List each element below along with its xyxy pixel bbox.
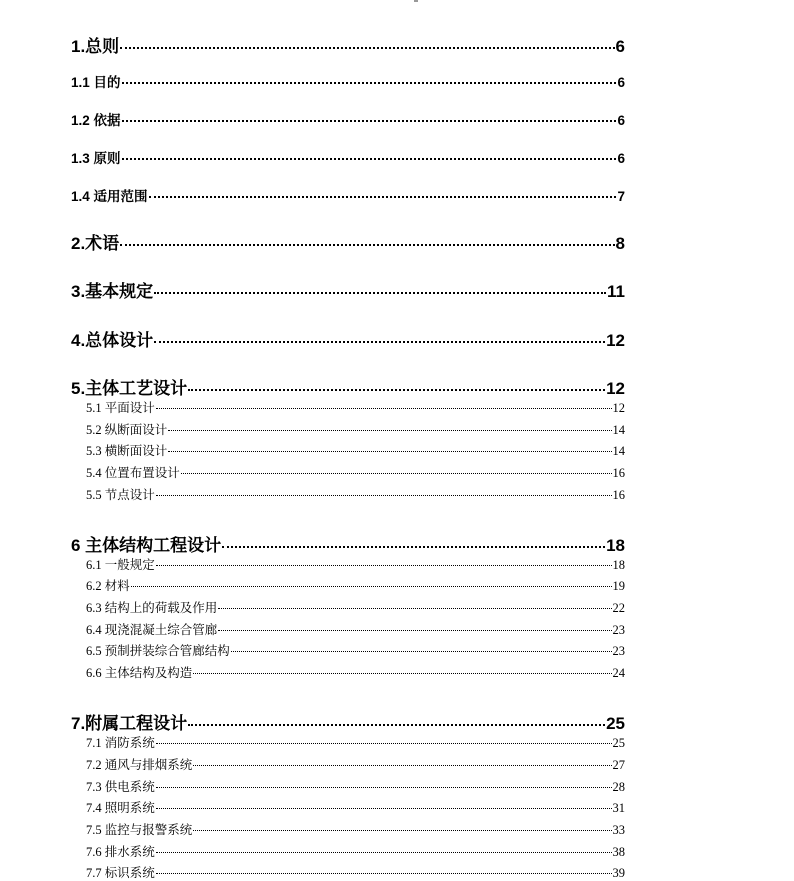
toc-entry-page-number: 18 <box>612 558 625 572</box>
toc-entry-page-number: 23 <box>612 623 625 637</box>
toc-entry-page-number: 33 <box>612 823 625 837</box>
toc-entry[interactable] <box>0 374 794 399</box>
dot-leader <box>122 158 617 160</box>
dot-leader <box>193 673 611 674</box>
dot-leader <box>156 495 612 496</box>
toc-entry-title: 7.1 消防系统 <box>86 736 155 750</box>
dot-leader <box>181 473 612 474</box>
toc-entry-title: 6.2 材料 <box>86 579 130 593</box>
toc-entry-title: 6.3 结构上的荷载及作用 <box>86 601 218 615</box>
toc-entry-page-number: 11 <box>607 282 625 301</box>
toc-entry[interactable] <box>0 277 794 302</box>
toc-entry-title: 6.6 主体结构及构造 <box>86 666 193 680</box>
toc-entry[interactable] <box>0 463 794 481</box>
toc-entry-page-number: 22 <box>612 601 625 615</box>
toc-entry-title: 1.2 依据 <box>71 113 121 128</box>
toc-entry[interactable] <box>0 598 794 616</box>
toc-entry-page-number: 14 <box>612 444 625 458</box>
toc-entry-page-number: 8 <box>615 234 625 253</box>
toc-entry-title: 7.5 监控与报警系统 <box>86 823 193 837</box>
dot-leader <box>156 565 612 566</box>
toc-entry[interactable] <box>0 71 794 91</box>
dot-leader <box>156 408 612 409</box>
toc-entry-page-number: 7 <box>617 189 625 204</box>
toc-entry[interactable] <box>0 842 794 860</box>
toc-entry-title: 5.5 节点设计 <box>86 488 155 502</box>
dot-leader <box>122 120 617 122</box>
toc-entry[interactable] <box>0 147 794 167</box>
toc-entry-page-number: 6 <box>617 113 625 128</box>
toc-entry-page-number: 12 <box>612 401 625 415</box>
toc-entry-title: 1.总则 <box>71 37 120 56</box>
dot-leader <box>156 852 612 853</box>
toc-entry[interactable] <box>0 709 794 734</box>
toc-entry-title: 1.4 适用范围 <box>71 189 148 204</box>
toc-entry-title: 5.主体工艺设计 <box>71 379 188 398</box>
toc-entry[interactable] <box>0 485 794 503</box>
toc-entry-title: 7.3 供电系统 <box>86 780 155 794</box>
toc-entry[interactable] <box>0 420 794 438</box>
toc-entry-page-number: 27 <box>612 758 625 772</box>
toc-entry[interactable] <box>0 398 794 416</box>
toc-entry[interactable] <box>0 576 794 594</box>
dot-leader <box>188 724 605 726</box>
dot-leader <box>149 196 617 198</box>
toc-entry-page-number: 18 <box>606 536 625 555</box>
toc-entry-title: 6.1 一般规定 <box>86 558 155 572</box>
dot-leader <box>156 873 612 874</box>
toc-entry-title: 6.4 现浇混凝土综合管廊 <box>86 623 218 637</box>
toc-entry[interactable] <box>0 441 794 459</box>
dot-leader <box>168 430 611 431</box>
toc-entry-page-number: 6 <box>617 151 625 166</box>
toc-entry[interactable] <box>0 326 794 351</box>
toc-entry[interactable] <box>0 641 794 659</box>
dot-leader <box>222 546 605 548</box>
toc-entry-title: 3.基本规定 <box>71 282 154 301</box>
toc-entry-page-number: 23 <box>612 644 625 658</box>
toc-entry-title: 4.总体设计 <box>71 331 154 350</box>
dot-leader <box>193 830 611 831</box>
toc-entry-title: 5.1 平面设计 <box>86 401 155 415</box>
toc-entry-title: 2.术语 <box>71 234 120 253</box>
toc-entry[interactable] <box>0 620 794 638</box>
dot-leader <box>122 82 617 84</box>
toc-entry[interactable] <box>0 777 794 795</box>
toc-entry-page-number: 31 <box>612 801 625 815</box>
toc-entry-title: 1.3 原则 <box>71 151 121 166</box>
dot-leader <box>131 586 612 587</box>
toc-entry[interactable] <box>0 755 794 773</box>
toc-entry-title: 7.2 通风与排烟系统 <box>86 758 193 772</box>
toc-entry-page-number: 16 <box>612 466 625 480</box>
toc-entry[interactable] <box>0 798 794 816</box>
toc-entry-page-number: 19 <box>612 579 625 593</box>
toc-entry-page-number: 25 <box>612 736 625 750</box>
dot-leader <box>154 341 605 343</box>
toc-entry[interactable] <box>0 863 794 881</box>
toc-entry-page-number: 12 <box>606 331 625 350</box>
toc-entry-title: 7.4 照明系统 <box>86 801 155 815</box>
dot-leader <box>120 244 614 246</box>
dot-leader <box>168 451 611 452</box>
toc-entry-page-number: 39 <box>612 866 625 880</box>
dot-leader <box>156 808 612 809</box>
toc-entry-title: 1.1 目的 <box>71 75 121 90</box>
dot-leader <box>218 608 611 609</box>
toc-entry-title: 7.附属工程设计 <box>71 714 188 733</box>
dot-leader <box>218 630 611 631</box>
toc-entry[interactable] <box>0 32 794 57</box>
toc-entry-title: 5.3 横断面设计 <box>86 444 168 458</box>
toc-entry[interactable] <box>0 229 794 254</box>
toc-entry-title: 6 主体结构工程设计 <box>71 536 222 555</box>
dot-leader <box>231 651 612 652</box>
toc-entry-title: 5.4 位置布置设计 <box>86 466 180 480</box>
toc-entry[interactable] <box>0 820 794 838</box>
dot-leader <box>156 787 612 788</box>
toc-entry[interactable] <box>0 555 794 573</box>
toc-entry-title: 7.7 标识系统 <box>86 866 155 880</box>
toc-entry[interactable] <box>0 531 794 556</box>
toc-entry-title: 6.5 预制拼装综合管廊结构 <box>86 644 230 658</box>
dot-leader <box>188 389 605 391</box>
page-top-mark <box>414 0 418 2</box>
toc-entry-page-number: 14 <box>612 423 625 437</box>
toc-entry-page-number: 6 <box>617 75 625 90</box>
toc-entry[interactable] <box>0 185 794 205</box>
toc-entry-title: 5.2 纵断面设计 <box>86 423 168 437</box>
toc-entry[interactable] <box>0 663 794 681</box>
toc-entry-page-number: 38 <box>612 845 625 859</box>
toc-entry-page-number: 28 <box>612 780 625 794</box>
dot-leader <box>156 743 612 744</box>
toc-entry-page-number: 6 <box>615 37 625 56</box>
toc-entry[interactable] <box>0 733 794 751</box>
dot-leader <box>154 292 606 294</box>
dot-leader <box>193 765 611 766</box>
toc-entry[interactable] <box>0 109 794 129</box>
toc-entry-title: 7.6 排水系统 <box>86 845 155 859</box>
dot-leader <box>120 47 614 49</box>
toc-entry-page-number: 12 <box>606 379 625 398</box>
toc-entry-page-number: 16 <box>612 488 625 502</box>
toc-entry-page-number: 25 <box>606 714 625 733</box>
toc-entry-page-number: 24 <box>612 666 625 680</box>
